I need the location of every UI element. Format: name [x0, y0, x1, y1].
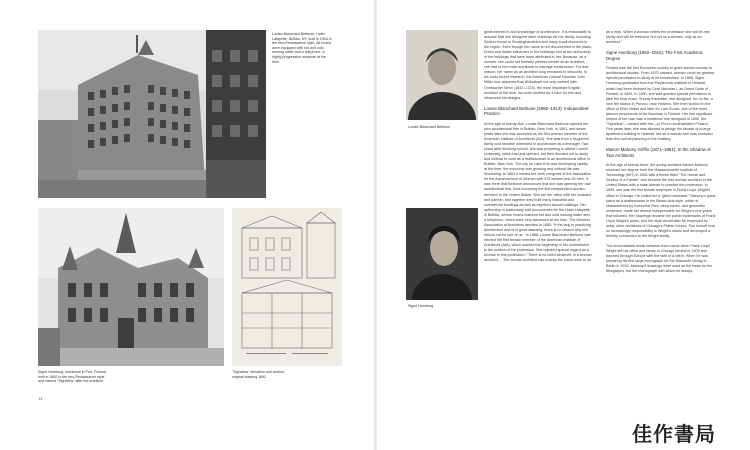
col1-intro-paragraph: great interest in and knowledge of architecture. It is reasonable to assume that she designed other buildings for her family, including Wotton House in Buckinghamshire and many small churches in the region. Even though her name is not documented in the plans, Dutch and Italian influences in the buildings hint at her authorship of the buildings that have been attributed to her. Because, as a woman, she could not formally present herself as an architect, she had to hire male architects to manage construction. For that reason, her name as an architect long remained in obscurity. In his most recent research, the American cultural historian John Millar now assumes that Wilbraham not only worked with Christopher Wren (1632–1723), the most important English architect of the time, but even worked as a tutor for him and influenced his designs.: [484, 30, 592, 100]
hornborg-portrait-illustration: [406, 208, 478, 300]
bethune-portrait-illustration: [406, 30, 478, 120]
street-building-illustration: [206, 30, 266, 198]
page-number: 14: [38, 396, 43, 401]
col2-griffin-paragraph-2: The irreconcilable break between them came when Frank Lloyd Wright left his office and family in Chicago behind in 1909 and traveled through Europe with the wife of a client. When he was preparing his first large monograph for the Wasmuth Verlag in Berlin in 1910, Mahony's drawings were used as the basis for the lithographs, but the monograph with which he always: [606, 243, 713, 274]
signelina-residence-photo: [38, 208, 224, 366]
col2-griffin-paragraph: At the age of twenty-three, the young architect Marion Mahony received her degree from the Massachusetts Institute of Technology (MIT) in 1894 with a thesis titled "The House and Studios of a Painter" and became the first woman architect in the United States with a state license to practice the profession. In 1895, she was the first female employee in Frank Lloyd Wright's office in Chicago. He called her a "gifted assistant." Mahony's great talent as a draftswoman in the Beaux-Arts style, which is characterized by horizontal lines, deep eaves, and geometric ornament, made her almost indispensable for Wright in the years that followed. Her drawings became the public trademarks of Frank Lloyd Wright's plans, and her style would later be employed by many other architects of Chicago's Prairie School. She herself took on increasingly responsibility in Wright's studio and developed a friendly connection to the Wright family.: [606, 163, 716, 238]
hotel-street-photo: [206, 30, 266, 198]
text-column-2: [606, 30, 716, 420]
heading-griffin: Marion Mahony Griffin (1871–1961): In the Shadow of Two Architects: [606, 147, 711, 158]
caption-drawing: "Signelina" elevation and section, original drawing 1892: [232, 370, 286, 379]
caption-bethune: Louise Blanchard Bethune: [408, 125, 451, 129]
col2-intro-paragraph: as a man. When a woman enters the profession she will be met kindly and will be welcome but not as a woman, only as an architect.": [606, 30, 710, 45]
elevation-drawing-illustration: [232, 208, 342, 366]
portrait-bethune: [406, 30, 478, 120]
book-spine: [374, 0, 377, 450]
signelina-drawing: [232, 208, 342, 366]
watermark: 佳作書局: [632, 422, 716, 446]
heading-bethune: Louise Blanchard Bethune (1856–1913): Independent Practice: [484, 105, 589, 117]
caption-residence: Signe Hornborg, residence in Pori, Finland, built in 1892 in the neo-Renaissance style and named "Signelina" after the architect: [38, 370, 107, 384]
heading-hornborg: Signe Hornborg (1862–1916): The First Academic Degree: [606, 50, 703, 61]
caption-hotel-lafayette: Louise Blanchard Bethune, Hotel Lafayette, Buffalo, NY, built in 1904 in the neo-Renaissance style. All rooms were equipped with hot and cold running water and a telephone, a highly progressive measure at the time.: [272, 32, 332, 64]
residence-illustration: [38, 208, 224, 366]
col1-bethune-paragraph: At the age of twenty-five, Louise Blanchard Bethune opened her own architectural firm in Buffalo, New York, in 1881, and seven years later she was accepted as the first woman member of the American Institute of Architects (AIA). She was from a Huguenot family and became interested in architecture as a teenager. Two years after finishing school, she was preparing to attend Cornell University, which had just opened, but then decided not to study and instead to work as a draftswoman in an architectural office in Buffalo, New York. The city on Lake Erie was developing rapidly at the time: the economy was growing and cultural life was flourishing. In 1881 it hosted the ninth congress of the Association for the Advancement of Women with 975 women and 25 men. It was there that Bethune announced that she was opening her own architectural firm, thus becoming the first independent woman architect in the United States. She ran her office with her husband and partner, and together they built many industrial and commercial buildings as well as eighteen school buildings. Her authorship is particularly well documented for the Hotel Lafayette in Buffalo, whose rooms featured hot and cold running water and a telephone, which were very advanced at the time. The Western Association of Architects decided in 1885: "If the lady is practicing architecture and is in good standing, there is no reason why she should not be one of us." In 1888, Louise Blanchard Bethune was elected the first female member of the American Institute of Architects (AIA), which marked the beginning of her commitment to the politics of the profession. She rejected special regard as a woman in this profession: "There is no need whatever of a woman architect.... The woman architect has exactly the same work to do: [484, 121, 592, 263]
portrait-hornborg: [406, 208, 478, 300]
col2-hornborg-paragraph: Finland was the first European country to grant women access to architectural studies. From 1870 onward, women could be granted special permission to study at its universities. In 1888, Signe Hornborg graduated from the Polytechnic Institute in Helsinki, which had been founded by Czar Nicholas I, as Grand Duke of Finland, in 1849. In 1890, she was granted special permission to take the final exam. Shortly thereafter, she designed, for no fee, a new fire station in Porvoo, near Helsinki. She then worked in the office of Elias Heikel and later for Lars Sonck, one of the most famous proponents of Art Nouveau in Finland. Her first significant project of her own was a residence she designed in 1892, the "Signelina"—named after her—in Pori in southwestern Finland. Five years later, she was allowed to design the facade of a large apartment building in Helsinki, but as a woman she was excluded from the overall planning of the building.: [606, 66, 715, 141]
text-column-1: [484, 30, 592, 420]
caption-hornborg: Signe Hornborg: [408, 304, 434, 308]
